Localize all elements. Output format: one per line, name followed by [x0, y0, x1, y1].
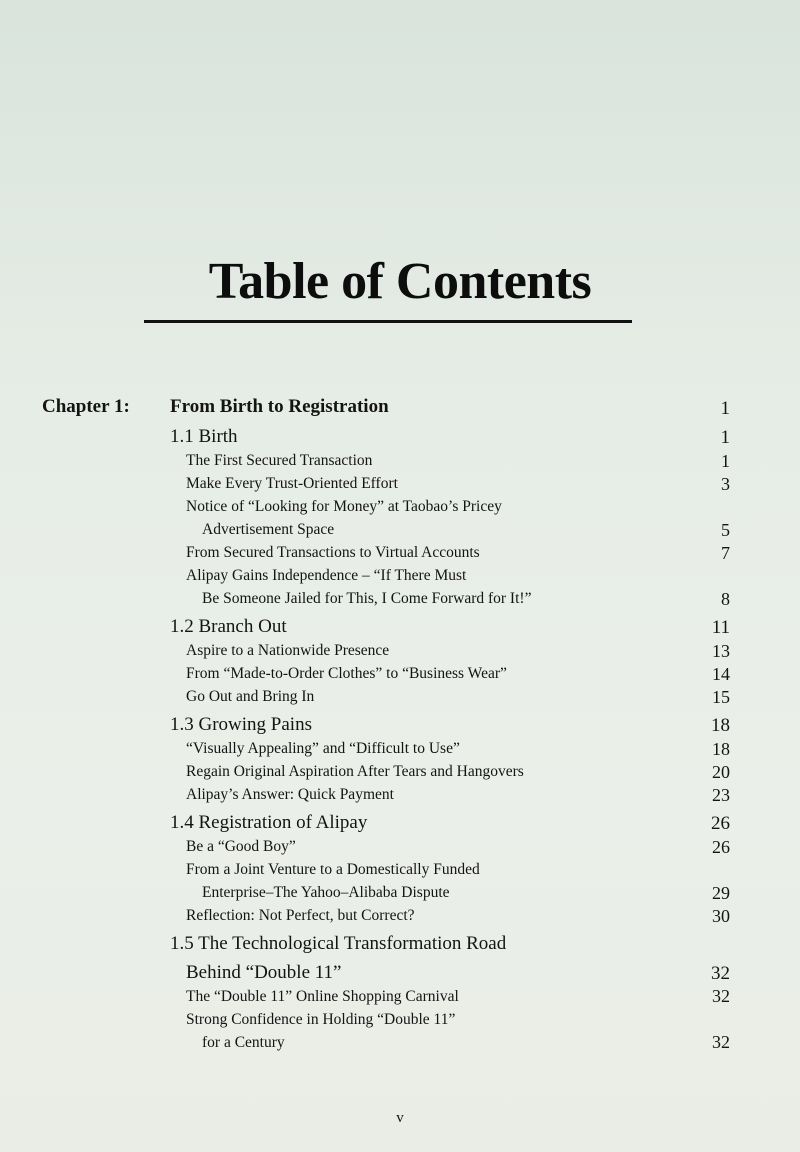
toc-subsection-continued: Enterprise–The Yahoo–Alibaba Dispute	[202, 884, 450, 901]
toc-subsection: The “Double 11” Online Shopping Carnival	[186, 988, 459, 1005]
toc-subsection-continued: for a Century	[202, 1034, 285, 1051]
toc-page-number: 13	[712, 641, 730, 661]
toc-page-number: 7	[721, 543, 730, 563]
toc-subsection: From a Joint Venture to a Domestically Funded	[186, 861, 480, 878]
toc-section: 1.5 The Technological Transformation Road	[170, 933, 507, 954]
chapter-label: Chapter 1:	[42, 396, 130, 417]
toc-subsection: “Visually Appealing” and “Difficult to Use”	[186, 740, 460, 757]
toc-section: 1.2 Branch Out	[170, 616, 287, 637]
toc-subsection: Regain Original Aspiration After Tears and Hangovers	[186, 763, 524, 780]
toc-page-number: 1	[720, 427, 730, 448]
chapter-page-number: 1	[720, 398, 730, 419]
toc-page-number: 14	[712, 664, 730, 684]
toc-section: 1.1 Birth	[170, 426, 238, 447]
toc-subsection: Go Out and Bring In	[186, 688, 315, 705]
toc-page-number: 1	[721, 451, 730, 471]
toc-subsection: Notice of “Looking for Money” at Taobao’s Pricey	[186, 498, 502, 515]
toc-subsection: Be a “Good Boy”	[186, 838, 296, 855]
toc-subsection: From Secured Transactions to Virtual Accounts	[186, 544, 480, 561]
toc-subsection: Alipay’s Answer: Quick Payment	[186, 786, 394, 803]
toc-subsection: Reflection: Not Perfect, but Correct?	[186, 907, 415, 924]
toc-page-number: 29	[712, 883, 730, 903]
toc-page-number: 30	[712, 906, 730, 926]
chapter-title: From Birth to Registration	[170, 396, 389, 417]
toc-page-number: 32	[711, 963, 730, 984]
toc-page-number: 3	[721, 474, 730, 494]
toc-page-number: 26	[712, 837, 730, 857]
page-title: Table of Contents	[208, 253, 592, 310]
page-folio: v	[396, 1110, 404, 1126]
toc-page-number: 32	[712, 1032, 730, 1052]
toc-subsection: Strong Confidence in Holding “Double 11”	[186, 1011, 456, 1028]
toc-subsection: Aspire to a Nationwide Presence	[186, 642, 390, 659]
toc-page-number: 26	[711, 813, 730, 834]
toc-page-number: 32	[712, 986, 730, 1006]
toc-page-number: 20	[712, 762, 730, 782]
toc-page-number: 11	[711, 617, 730, 638]
toc-section: 1.4 Registration of Alipay	[170, 812, 368, 833]
toc-subsection-continued: Be Someone Jailed for This, I Come Forward for It!”	[202, 590, 532, 607]
toc-section-continued: Behind “Double 11”	[186, 962, 342, 983]
toc-subsection: The First Secured Transaction	[186, 452, 373, 469]
toc-subsection-continued: Advertisement Space	[202, 521, 335, 538]
toc-page-number: 18	[711, 715, 730, 736]
toc-subsection: From “Made-to-Order Clothes” to “Business Wear”	[186, 665, 507, 682]
title-underline	[144, 320, 632, 323]
toc-subsection: Make Every Trust-Oriented Effort	[186, 475, 398, 492]
toc-page-number: 5	[721, 520, 730, 540]
toc-subsection: Alipay Gains Independence – “If There Must	[186, 567, 467, 584]
toc-page-number: 18	[712, 739, 730, 759]
toc-page-number: 8	[721, 589, 730, 609]
toc-section: 1.3 Growing Pains	[170, 714, 312, 735]
toc-page-number: 15	[712, 687, 730, 707]
toc-page-number: 23	[712, 785, 730, 805]
